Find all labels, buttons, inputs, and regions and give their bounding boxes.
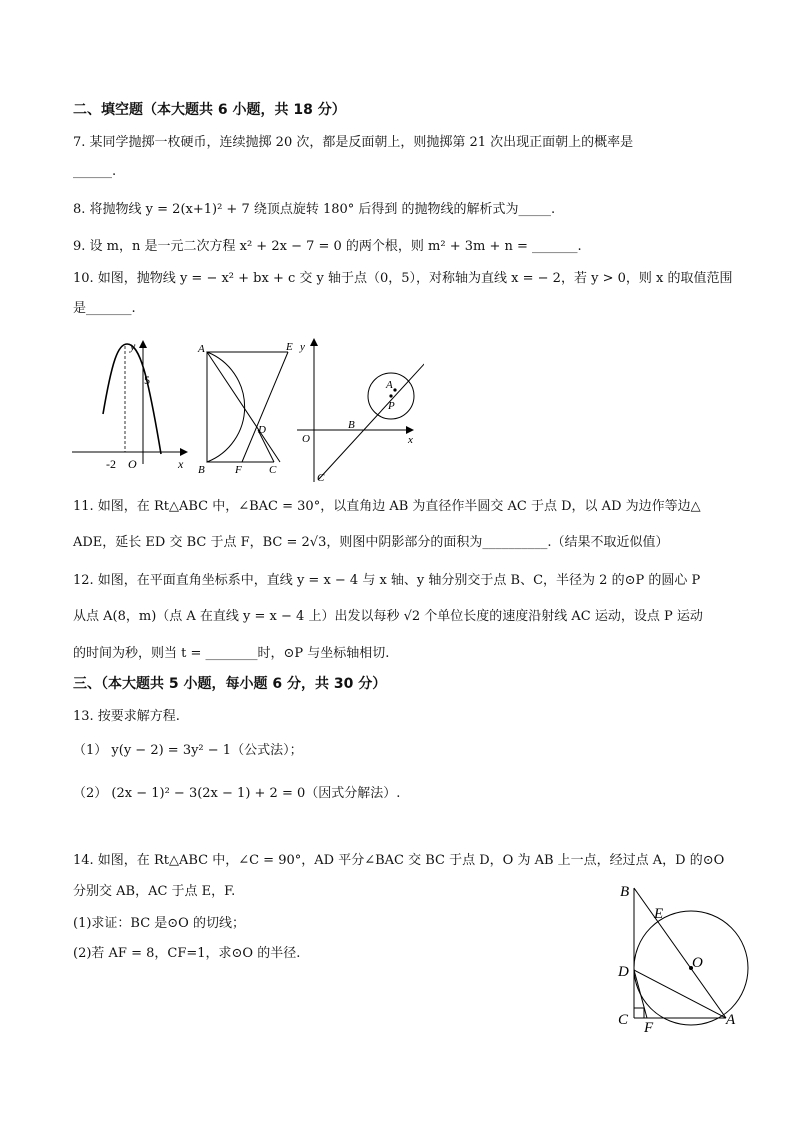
q12-line2: 从点 A(8，m)（点 A 在直线 y = x − 4 上）出发以每秒 √2 个单位长度的速度沿射线 AC 运动，设点 P 运动: [73, 609, 703, 624]
coord-label-x: x: [408, 434, 413, 446]
semicircle-label-F: F: [235, 464, 242, 476]
q7-line2: ______.: [73, 164, 117, 179]
parabola-label-5: 5: [144, 373, 150, 387]
coord-label-P: P: [388, 400, 395, 412]
figure-circle-o: [614, 880, 760, 1036]
circle-label-O: O: [692, 955, 703, 971]
coord-label-B: B: [348, 419, 355, 431]
q14-line2: 分别交 AB，AC 于点 E，F.: [73, 884, 236, 899]
q12-line1: 12. 如图，在平面直角坐标系中，直线 y = x − 4 与 x 轴、y 轴分别交于点 B、C，半径为 2 的⊙P 的圆心 P: [73, 573, 701, 588]
parabola-label-neg2: -2: [106, 457, 116, 471]
parabola-label-origin: O: [128, 457, 137, 471]
figure-semicircle: [196, 338, 300, 478]
q10-line2: 是_______.: [73, 301, 136, 316]
parabola-label-x: x: [178, 457, 184, 471]
q8-text: 8. 将抛物线 y = 2(x+1)² + 7 绕顶点旋转 180° 后得到 的抛物线的解析式为_____.: [73, 202, 556, 217]
circle-label-E: E: [654, 906, 664, 922]
q12-line3: 的时间为秒，则当 t = ________时，⊙P 与坐标轴相切.: [73, 646, 390, 661]
q14-part1: (1)求证：BC 是⊙O 的切线；: [73, 916, 245, 931]
circle-label-A: A: [726, 1012, 736, 1028]
semicircle-label-C: C: [269, 464, 277, 476]
q10-line1: 10. 如图，抛物线 y = − x² + bx + c 交 y 轴于点（0，5），对称轴为直线 x = − 2，若 y > 0，则 x 的取值范围: [73, 271, 733, 286]
circle-label-B: B: [620, 884, 630, 900]
circle-label-F: F: [644, 1020, 654, 1036]
coord-label-y: y: [300, 341, 305, 353]
circle-label-D: D: [618, 964, 629, 980]
coord-label-A: A: [386, 379, 393, 391]
coord-label-O: O: [302, 433, 310, 445]
figure-coordinate: [292, 330, 424, 486]
parabola-label-y: y: [130, 339, 136, 353]
figure-parabola: [72, 336, 196, 472]
section-fill-blank-header: 二、填空题（本大题共 6 小题，共 18 分）: [73, 102, 346, 118]
q11-line2: ADE，延长 ED 交 BC 于点 F，BC = 2√3，则图中阴影部分的面积为__________.（结果不取近似值）: [73, 535, 669, 550]
q11-line1: 11. 如图，在 Rt△ABC 中，∠BAC = 30°，以直角边 AB 为直径作半圆交 AC 于点 D，以 AD 为边作等边△: [73, 499, 701, 514]
semicircle-label-A: A: [198, 343, 205, 355]
section-solve-header: 三、（本大题共 5 小题，每小题 6 分，共 30 分）: [73, 676, 387, 692]
q7-line1: 7. 某同学抛掷一枚硬币，连续抛掷 20 次，都是反面朝上，则抛掷第 21 次出现正面朝上的概率是: [73, 135, 634, 150]
coord-label-C: C: [317, 472, 325, 484]
semicircle-label-D: D: [258, 424, 266, 436]
q13-stem: 13. 按要求解方程.: [73, 709, 180, 724]
q14-part2: (2)若 AF = 8，CF=1，求⊙O 的半径.: [73, 946, 301, 961]
q14-line1: 14. 如图，在 Rt△ABC 中，∠C = 90°，AD 平分∠BAC 交 BC 于点 D，O 为 AB 上一点，经过点 A，D 的⊙O: [73, 853, 725, 868]
circle-label-C: C: [618, 1012, 629, 1028]
q13-part1: （1） y(y − 2) = 3y² − 1（公式法）；: [73, 743, 303, 758]
semicircle-label-B: B: [198, 464, 205, 476]
semicircle-label-E: E: [286, 341, 293, 353]
q9-text: 9. 设 m，n 是一元二次方程 x² + 2x − 7 = 0 的两个根，则 m² + 3m + n = _______.: [73, 239, 582, 254]
q13-part2: （2） (2x − 1)² − 3(2x − 1) + 2 = 0（因式分解法）.: [73, 786, 401, 801]
